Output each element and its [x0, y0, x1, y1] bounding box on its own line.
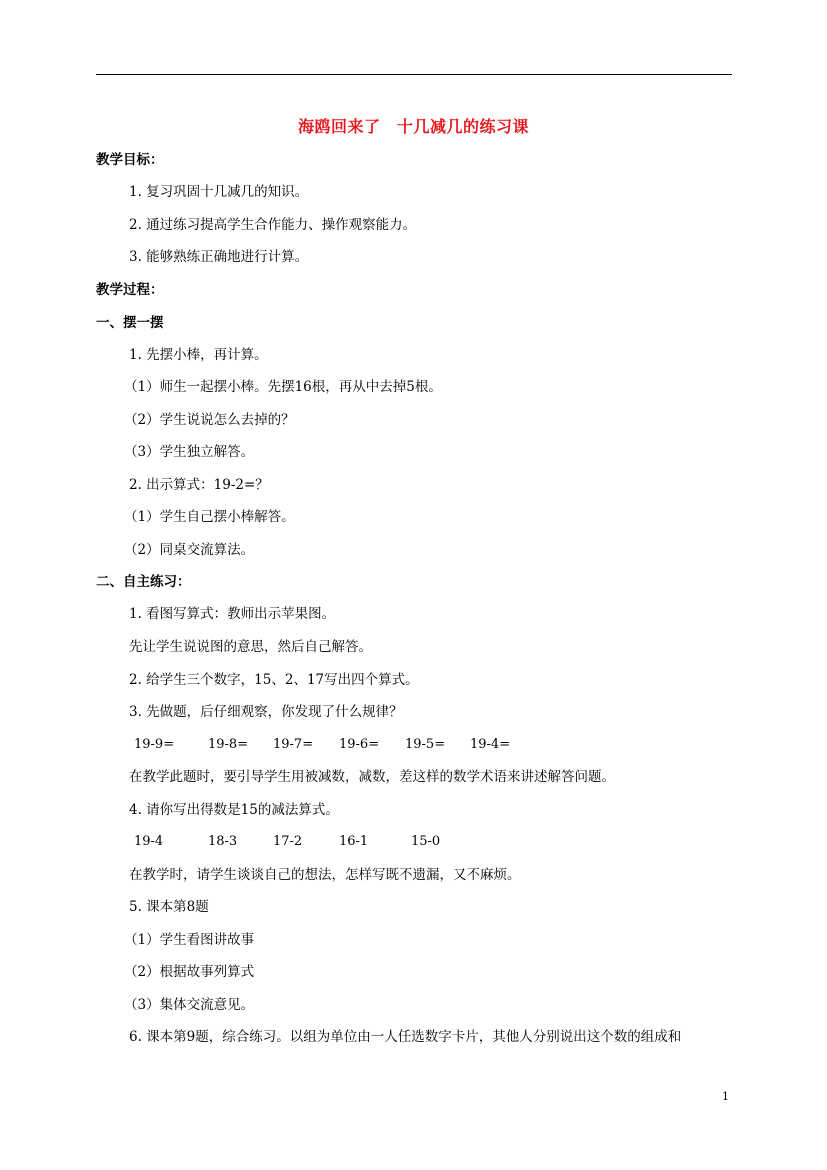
equation: 19-7=	[273, 737, 314, 752]
section-1-line: 1. 先摆小棒，再计算。	[129, 347, 268, 363]
task-5-line: （3）集体交流意见。	[124, 997, 255, 1013]
task-5-line: （1）学生看图讲故事	[124, 932, 255, 948]
teaching-note: 在教学此题时，要引导学生用被减数，减数，差这样的数学术语来讲述解答问题。	[129, 769, 615, 785]
equation: 15-0	[411, 834, 441, 849]
section-1-line: （2）同桌交流算法。	[124, 542, 255, 558]
equation: 19-8=	[208, 737, 249, 752]
equation: 17-2	[273, 834, 303, 849]
section-2-heading: 二、自主练习：	[96, 574, 191, 590]
equation: 19-5=	[405, 737, 446, 752]
objective-item: 2. 通过练习提高学生合作能力、操作观察能力。	[129, 217, 417, 233]
equation: 16-1	[339, 834, 369, 849]
objective-item: 3. 能够熟练正确地进行计算。	[129, 249, 309, 265]
equation: 18-3	[208, 834, 238, 849]
equation: 19-4=	[470, 737, 511, 752]
section-1-line: （2）学生说说怎么去掉的？	[124, 412, 295, 428]
section-1-line: （1）学生自己摆小棒解答。	[124, 509, 295, 525]
task-5-line: 5. 课本第8题	[129, 899, 209, 915]
page-number: 1	[722, 1090, 729, 1103]
section-2-line: 3. 先做题，后仔细观察，你发现了什么规律？	[129, 704, 403, 720]
objective-item: 1. 复习巩固十几减几的知识。	[129, 184, 309, 200]
section-2-line: 先让学生说说图的意思，然后自己解答。	[129, 639, 372, 655]
task-6-line: 6. 课本第9题，综合练习。以组为单位由一人任选数字卡片，其他人分别说出这个数的组成和	[129, 1029, 682, 1045]
section-1-line: （1）师生一起摆小棒。先摆16根，再从中去掉5根。	[124, 379, 442, 395]
section-1-heading: 一、摆一摆	[96, 315, 164, 331]
objectives-heading: 教学目标：	[96, 152, 164, 168]
task-4: 4. 请你写出得数是15的减法算式。	[129, 802, 339, 818]
equation: 19-4	[134, 834, 164, 849]
document-title: 海鸥回来了 十几减几的练习课	[297, 117, 529, 136]
equation: 19-9=	[134, 737, 175, 752]
section-1-line: 2. 出示算式：19-2=？	[129, 477, 269, 493]
header-rule	[96, 74, 732, 75]
section-1-line: （3）学生独立解答。	[124, 444, 255, 460]
section-2-line: 1. 看图写算式：教师出示苹果图。	[129, 606, 336, 622]
process-heading: 教学过程：	[96, 282, 164, 298]
equation: 19-6=	[339, 737, 380, 752]
task-5-line: （2）根据故事列算式	[124, 964, 255, 980]
teaching-note: 在教学时，请学生谈谈自己的想法，怎样写既不遗漏，又不麻烦。	[129, 867, 521, 883]
section-2-line: 2. 给学生三个数字，15、2、17写出四个算式。	[129, 672, 419, 688]
